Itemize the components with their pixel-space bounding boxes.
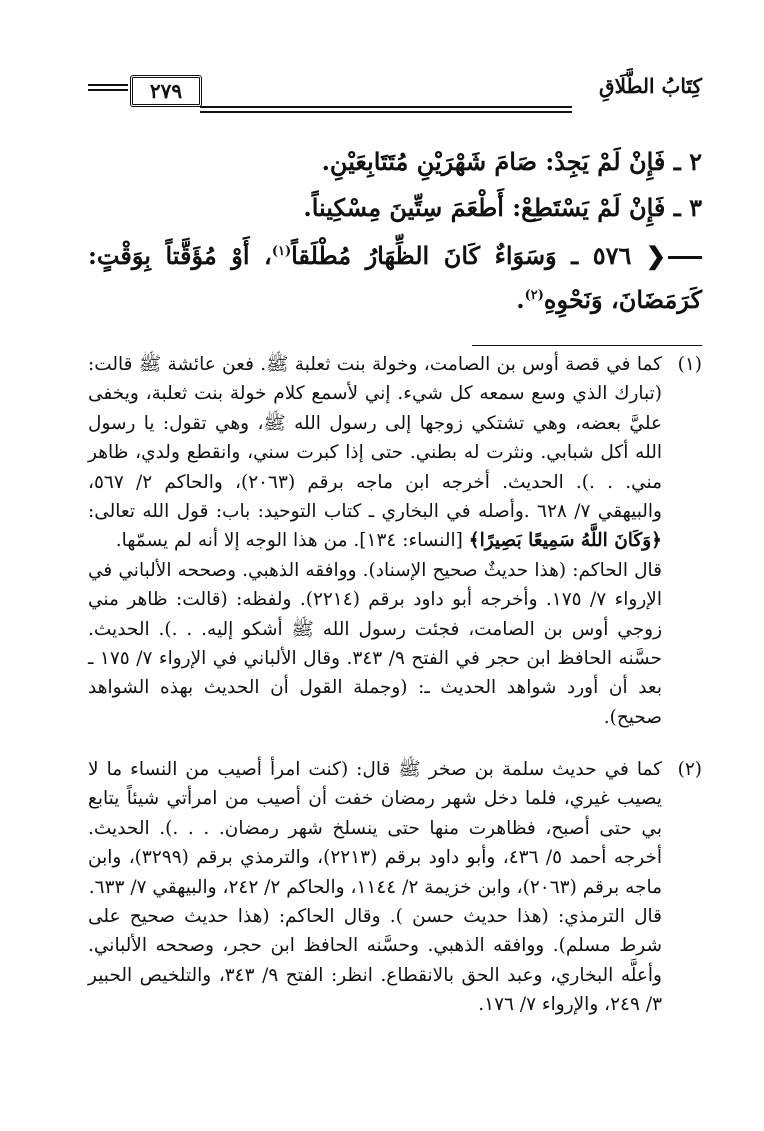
footnote-paragraph: قال الترمذي: (هذا حديث حسن ). وقال الحاكم: (هذا حديث صحيح على شرط مسلم). ووافقه الذهبي. وحسَّنه الحافظ ابن حجر، وصححه الألباني. وأعلَّه البخاري، وعبد الحق بالانقطاع. انظر: الفتح ٩/ ٣٤٣، والتلخيص الحبير ٣/ ٢٤٩، والإرواء ٧/ ١٧٦. bbox=[88, 906, 662, 1016]
footnote-2 bbox=[88, 755, 702, 1125]
page-number: ٢٧٩ bbox=[130, 75, 202, 107]
footnote-ref-1[interactable]: (١) bbox=[271, 244, 292, 259]
rule-number: ٥٧٦ bbox=[592, 241, 632, 270]
footnote-paragraph: كما في حديث سلمة بن صخر ﷺ قال: (كنت امرأ أصيب من النساء ما لا يصيب غيري، فلما دخل شهر رمضان خفت أن أصيب من امرأتي شيئاً يتابع بي حتى أصبح، فظاهرت منها حتى ينسلخ شهر رمضان. . . .). الحديث. أخرجه أحمد ٥/ ٤٣٦، وأبو داود برقم (٢٢١٣)، والترمذي برقم (٣٢٩٩)، وابن ماجه برقم (٢٠٦٣)، وابن خزيمة ٢/ ١١٤٤، والحاكم ٢/ ٢٤٢، والبيهقي ٧/ ٦٣٣. bbox=[88, 759, 662, 898]
footnote-ref-2[interactable]: (٢) bbox=[524, 288, 544, 303]
rule-text-a: ـ وَسَوَاءٌ كَانَ الظِّهَارُ مُطْلَقاً bbox=[291, 241, 579, 270]
footnote-text: كما في قصة أوس بن الصامت، وخولة بنت ثعلبة ﷺ. فعن عائشة ﷺ قالت: (تبارك الذي وسع سمعه كل شيء. إني لأسمع كلام خولة بنت ثعلبة، ويخفى عليَّ بعضه، وهي تشتكي زوجها إلى رسول الله ﷺ، وهي تقول: يا رسول الله أكل شبابي. ونثرت له بطني. حتى إذا كبرت سني، وانقطع ولدي، ظاهر مني. . .). الحديث. أخرجه ابن ماجه برقم (٢٠٦٣)، والحاكم ٢/ ٥٦٧، والبيهقي ٧/ ٦٢٨ .وأصله في البخاري ـ كتاب التوحيد: باب: قول الله تعالى: bbox=[88, 354, 662, 523]
footnote-paragraph: قال الحاكم: (هذا حديثٌ صحيح الإسناد). ووافقه الذهبي. وصححه الألباني في الإرواء ٧/ ١٧٥. وأخرجه أبو داود برقم (٢٢١٤). ولفظه: (قالت: ظاهر مني زوجي أوس بن الصامت، فجئت رسول الله ﷺ أشكو إليه. . .). الحديث. حسَّنه الحافظ ابن حجر في الفتح ٩/ ٣٤٣. وقال الألباني في الإرواء ٧/ ١٧٥ ـ بعد أن أورد شواهد الحديث ـ: (وجملة القول أن الحديث بهذه الشواهد صحيح). bbox=[88, 559, 662, 728]
footnote-mark: (٢) bbox=[677, 759, 702, 780]
main-text bbox=[88, 140, 702, 322]
footnote-paragraph bbox=[88, 350, 662, 556]
quran-reference: [النساء: ١٣٤]. من هذا الوجه إلا أنه لم يسمّها. bbox=[115, 530, 463, 552]
rule-text-c: . bbox=[516, 285, 525, 314]
page-header bbox=[88, 72, 702, 112]
rule-text-b: ، أَوْ مُؤَقَّتاً بِوَقْتٍ: كَرَمَضَانَ، وَنَحْوِهِ bbox=[88, 241, 702, 314]
rule-dash bbox=[668, 256, 702, 259]
footnote-mark: (١) bbox=[677, 354, 702, 375]
book-title: كِتَابُ الطَّلَاقِ bbox=[599, 74, 702, 98]
quran-verse: ﴿وَكَانَ اللَّهُ سَمِيعًا بَصِيرًا﴾ bbox=[468, 530, 662, 552]
rule-number-marker: ❮ ٥٧٦ bbox=[593, 241, 702, 270]
rule-paragraph bbox=[88, 234, 702, 322]
footnote-1 bbox=[88, 350, 702, 755]
footnote-separator bbox=[472, 345, 702, 346]
list-item: ٣ ـ فَإِنْ لَمْ يَسْتَطِعْ: أَطْعَمَ سِتِّينَ مِسْكِيناً. bbox=[303, 193, 702, 222]
list-item: ٢ ـ فَإِنْ لَمْ يَجِدْ: صَامَ شَهْرَيْنِ مُتَتَابِعَيْنِ. bbox=[321, 147, 702, 176]
footnotes bbox=[88, 350, 702, 1125]
